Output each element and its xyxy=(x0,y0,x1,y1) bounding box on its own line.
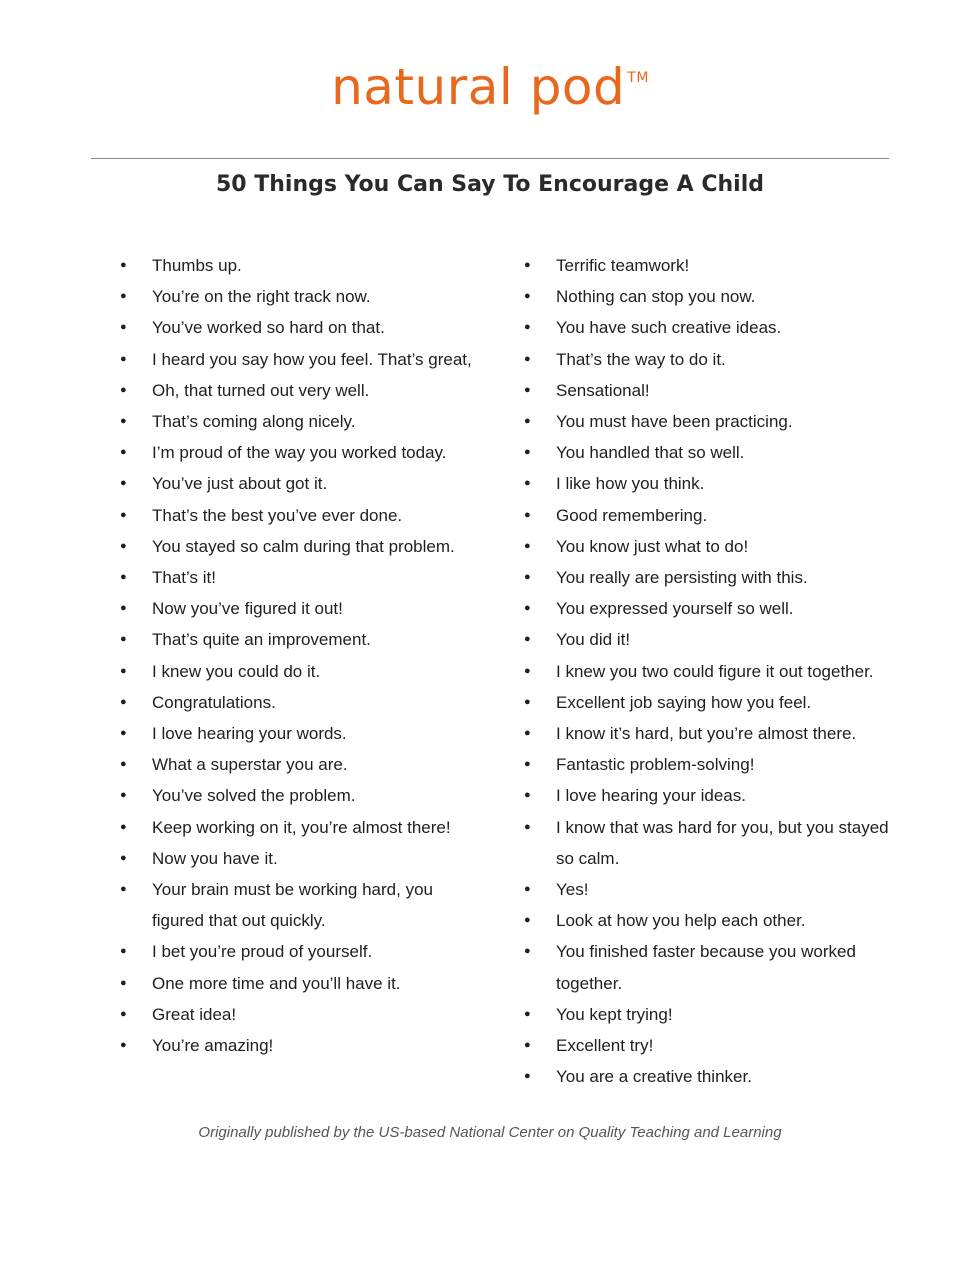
divider-rule xyxy=(91,158,889,159)
list-item: ● Excellent try! xyxy=(524,1030,894,1061)
list-item: ● Look at how you help each other. xyxy=(524,905,894,936)
list-item: ● I know that was hard for you, but you stayed so calm. xyxy=(524,812,894,874)
list-item: ● Fantastic problem-solving! xyxy=(524,749,894,780)
list-item: ● You know just what to do! xyxy=(524,531,894,562)
list-item: ● You must have been practicing. xyxy=(524,406,894,437)
trademark-symbol: TM xyxy=(627,70,649,86)
list-item: ● That’s quite an improvement. xyxy=(120,624,480,655)
list-item: ● Sensational! xyxy=(524,375,894,406)
page-title: 50 Things You Can Say To Encourage A Child xyxy=(215,172,765,197)
list-item: ● Oh, that turned out very well. xyxy=(120,375,480,406)
list-item: ● I love hearing your ideas. xyxy=(524,780,894,811)
list-item: ● You’ve worked so hard on that. xyxy=(120,312,480,343)
list-item: ● You are a creative thinker. xyxy=(524,1061,894,1092)
list-item: ● I knew you could do it. xyxy=(120,656,480,687)
list-item: ● That’s the way to do it. xyxy=(524,344,894,375)
list-item: ● Nothing can stop you now. xyxy=(524,281,894,312)
list-item: ● I’m proud of the way you worked today. xyxy=(120,437,480,468)
list-item: ● You handled that so well. xyxy=(524,437,894,468)
list-item: ● Congratulations. xyxy=(120,687,480,718)
list-item: ● That’s coming along nicely. xyxy=(120,406,480,437)
logo-wordmark: natural pod xyxy=(331,58,626,116)
list-item: ● Now you’ve figured it out! xyxy=(120,593,480,624)
list-item: ● You stayed so calm during that problem. xyxy=(120,531,480,562)
list-item: ● I love hearing your words. xyxy=(120,718,480,749)
list-item: ● You really are persisting with this. xyxy=(524,562,894,593)
brand-logo xyxy=(0,58,980,116)
source-footnote: Originally published by the US-based National Center on Quality Teaching and Learning xyxy=(198,1124,782,1141)
list-item: ● Great idea! xyxy=(120,999,480,1030)
list-item: ● That’s the best you’ve ever done. xyxy=(120,500,480,531)
list-item: ● Keep working on it, you’re almost there! xyxy=(120,812,480,843)
list-item: ● One more time and you’ll have it. xyxy=(120,968,480,999)
list-item: ● I knew you two could figure it out together. xyxy=(524,656,894,687)
list-item: ● I know it’s hard, but you’re almost there. xyxy=(524,718,894,749)
list-item: ● You’ve just about got it. xyxy=(120,468,480,499)
list-item: ● What a superstar you are. xyxy=(120,749,480,780)
list-item: ● Good remembering. xyxy=(524,500,894,531)
list-item: ● I bet you’re proud of yourself. xyxy=(120,936,480,967)
list-item: ● You expressed yourself so well. xyxy=(524,593,894,624)
list-item: ● You’re on the right track now. xyxy=(120,281,480,312)
list-item: ● You kept trying! xyxy=(524,999,894,1030)
list-item: ● You’ve solved the problem. xyxy=(120,780,480,811)
list-item: ● Terrific teamwork! xyxy=(524,250,894,281)
list-item: ● You’re amazing! xyxy=(120,1030,480,1061)
list-item: ● Yes! xyxy=(524,874,894,905)
list-item: ● I heard you say how you feel. That’s great, xyxy=(120,344,480,375)
list-item: ● Thumbs up. xyxy=(120,250,480,281)
list-item: ● You finished faster because you worked together. xyxy=(524,936,894,998)
list-item: ● That’s it! xyxy=(120,562,480,593)
list-item: ● I like how you think. xyxy=(524,468,894,499)
list-item: ● Excellent job saying how you feel. xyxy=(524,687,894,718)
list-item: ● Now you have it. xyxy=(120,843,480,874)
left-phrase-list xyxy=(120,250,480,1061)
right-phrase-list xyxy=(524,250,894,1092)
list-item: ● You have such creative ideas. xyxy=(524,312,894,343)
list-item: ● Your brain must be working hard, you figured that out quickly. xyxy=(120,874,480,936)
list-item: ● You did it! xyxy=(524,624,894,655)
